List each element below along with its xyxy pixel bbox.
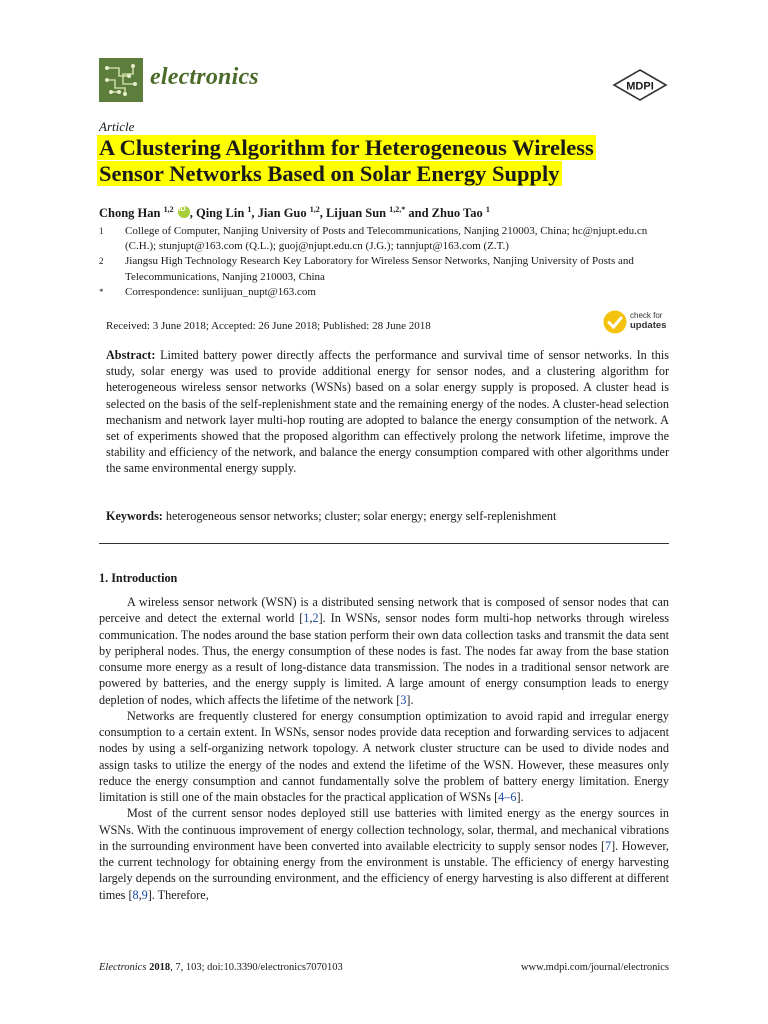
check-for-updates-button[interactable]: [602, 309, 672, 335]
paragraph: Most of the current sensor nodes deployed still use batteries with limited energy as the energy sources in WSNs. With the continuous improvement of energy collection technology, solar, thermal, and mechanical vibrations in the surrounding environment have been converted into available electricity to supply sensor nodes [7]. However, the current technology for obtaining energy from the environment is unstable. The efficiency of energy harvesting largely depends on the surrounding environment, and the efficiency of energy harvesting is also different at different times [8,9]. Therefore,: [99, 806, 669, 902]
citation-link[interactable]: 7: [605, 838, 612, 853]
footer-journal: Electronics: [99, 962, 147, 973]
check-updates-icon: [602, 309, 628, 335]
circuit-logo-icon: [99, 58, 143, 102]
affiliation-list: [99, 224, 669, 300]
author-affil-mark: 1,2,*: [389, 205, 406, 214]
check-updates-line2: updates: [630, 320, 667, 331]
section-heading: 1. Introduction: [99, 571, 178, 585]
author-name: Zhuo Tao: [431, 206, 483, 221]
introduction-body: [99, 594, 669, 903]
article-type: Article: [99, 119, 135, 134]
author-list: Chong Han $^{1,2}$ iD , Qing Lin $^1$, Jian Guo $^{1,2}$, Lijuan Sun $^{1,2,*}$ and Zhuo Tao $^1$: [99, 205, 490, 221]
affiliation-mark: 2: [99, 256, 104, 267]
footer-citation: [99, 962, 343, 973]
publisher-name: MDPI: [626, 80, 654, 93]
citation-link[interactable]: 4–6: [498, 790, 517, 804]
publication-dates: Received: 3 June 2018; Accepted: 26 June 2018; Published: 28 June 2018: [106, 320, 431, 332]
keywords-label: Keywords:: [106, 509, 163, 523]
citation-link[interactable]: 1: [303, 611, 310, 626]
author-name: Chong Han: [99, 206, 161, 221]
correspondence-mark: *: [99, 286, 104, 297]
footer-url[interactable]: www.mdpi.com/journal/electronics: [520, 962, 669, 973]
orcid-icon[interactable]: [178, 206, 190, 218]
affiliation-text: Jiangsu High Technology Research Key Laboratory for Wireless Sensor Networks, Nanjing University of Posts and Telecommunications, Nanjing 210003, China: [125, 255, 634, 283]
author-name: Lijuan Sun: [326, 206, 387, 221]
paper-title: [97, 135, 697, 187]
title-line-2: Sensor Networks Based on Solar Energy Supply: [99, 161, 560, 186]
author-affil-mark: 1,2: [309, 205, 320, 214]
citation-link[interactable]: 8: [132, 887, 139, 902]
citation-link[interactable]: 9: [141, 887, 148, 902]
journal-name[interactable]: electronics: [150, 64, 259, 90]
affiliation-item: [99, 224, 669, 254]
abstract-text: Limited battery power directly affects the performance and survival time of sensor networks. In this study, solar energy was used to provide additional energy for sensor nodes, and a clustering algorithm for heterogeneous wireless sensor networks (WSNs) based on a solar energy supply is proposed. A cluster head is selected on the basis of the self-replenishment state and the remaining energy of the nodes. A cluster-head selection mechanism and network layer multi-hop routing are adopted to balance the energy consumption of the network. A set of experiments showed that the proposed algorithm can effectively prolong the network lifetime, improve the stability and efficiency of the network, and balance the energy consumption compared with other algorithms under the same environmental energy supply.: [106, 348, 670, 476]
abstract: [106, 347, 669, 477]
citation-link[interactable]: 3: [400, 692, 407, 707]
author-name: Qing Lin: [195, 206, 245, 221]
correspondence-item: [99, 285, 669, 300]
footer-doi[interactable]: , 7, 103; doi:10.3390/electronics7070103: [170, 962, 343, 973]
keywords-text: heterogeneous sensor networks; cluster; solar energy; energy self-replenishment: [165, 509, 557, 523]
affiliation-text: College of Computer, Nanjing University of Posts and Telecommunications, Nanjing 210003, China; hc@njupt.edu.cn (C.H.); stunjupt@163.com (Q.L.); guoj@njupt.edu.cn (J.G.); tannjupt@163.com (Z.T.): [125, 225, 648, 253]
author-name: Jian Guo: [257, 206, 307, 221]
keywords: [106, 509, 669, 524]
author-affil-mark: 1: [485, 205, 490, 214]
abstract-label: Abstract:: [106, 348, 156, 362]
affiliation-item: [99, 254, 669, 284]
journal-logo: [99, 58, 143, 102]
author-affil-mark: 1: [247, 205, 252, 214]
citation-link[interactable]: 2: [312, 611, 319, 626]
paragraph: A wireless sensor network (WSN) is a distributed sensing network that is composed of sensor nodes that can perceive and detect the external world [1,2]. In WSNs, sensor nodes form multi-hop networks through wireless communication. The nodes around the base station perform their own data collection tasks and transmit the data sent by peripheral nodes. Thus, the energy consumption of these nodes is fast. The nodes far away from the base station consume more energy as a result of long-distance data transmission. The nodes in a traditional sensor network are powered by batteries, and the energy supply is limited. A large amount of energy consumption leads to energy depletion of nodes, which affects the lifetime of the network [3].: [99, 595, 670, 707]
check-updates-line1: check for: [630, 311, 663, 320]
mdpi-logo[interactable]: [612, 69, 668, 101]
title-line-1: A Clustering Algorithm for Heterogeneous Wireless: [99, 135, 594, 160]
footer-year: 2018: [149, 962, 171, 973]
correspondence-text: Correspondence: sunlijuan_nupt@163.com: [125, 285, 316, 298]
check-updates-label: [630, 311, 666, 331]
section-divider: [99, 543, 669, 544]
author-affil-mark: 1,2: [163, 205, 174, 214]
affiliation-mark: 1: [99, 226, 104, 236]
paragraph: Networks are frequently clustered for energy consumption optimization to avoid rapid and irregular energy consumption to a certain extent. In WSNs, sensor nodes provide data reception and forwarding services to adjacent nodes by using a self-organizing network topology. A network cluster structure can be used to divide nodes and assign tasks to utilize the energy of the nodes and extend the lifetime of the WSN. However, these measures only reduce the energy consumption and cannot fundamentally solve the problem of battery energy limitation. Energy limitation is still one of the main obstacles for the practical application of WSNs [4–6].: [99, 708, 669, 804]
